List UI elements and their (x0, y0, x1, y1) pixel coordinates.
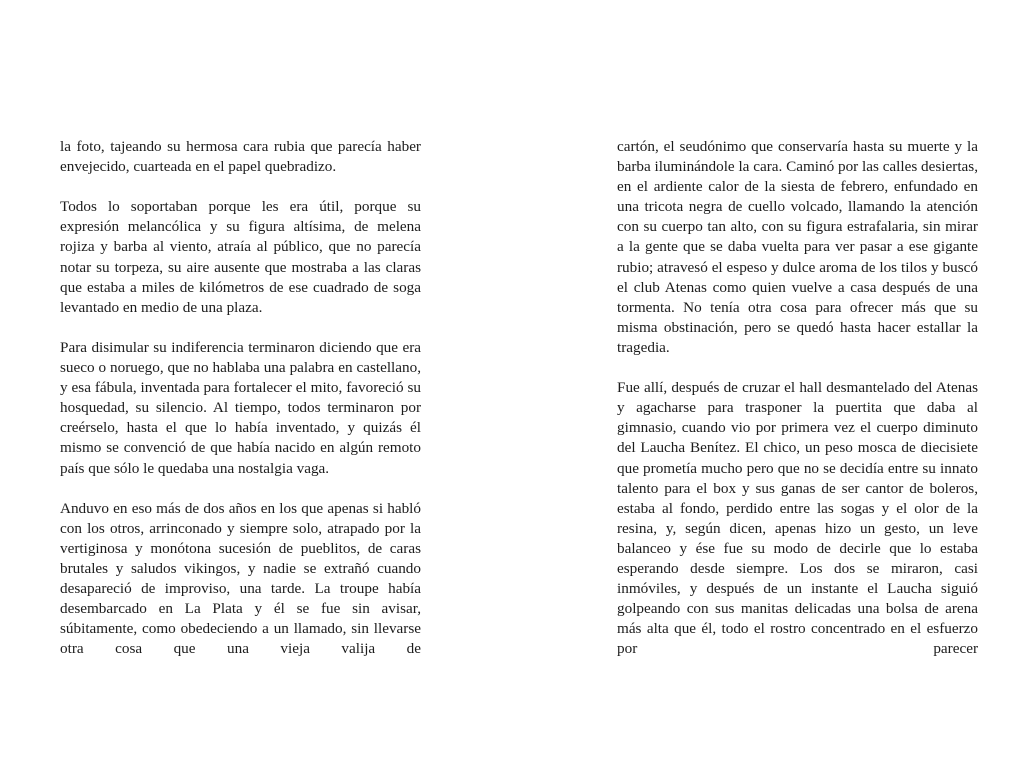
paragraph: Fue allí, después de cruzar el hall desmantelado del Atenas y agacharse para trasponer la puertita que daba al gimnasio, cuando vio por primera vez el cuerpo diminuto del Laucha Benítez. El chico, un peso mosca de diecisiete que prometía mucho pero que no se decidía entre su innato talento para el box y sus ganas de ser cantor de boleros, estaba al fondo, perdido entre las sogas y el olor de la resina, y, según dicen, apenas hizo un gesto, un leve balanceo y ése fue su modo de decirle que lo estaba esperando desde siempre. Los dos se miraron, casi inmóviles, y después de un instante el Laucha siguió golpeando con sus manitas delicadas una bolsa de arena más alta que él, todo el rostro concentrado en el esfuerzo por parecer (617, 379, 978, 658)
left-page (60, 137, 421, 659)
right-page (617, 137, 978, 659)
paragraph: Todos lo soportaban porque les era útil, porque su expresión melancólica y su figura altísima, de melena rojiza y barba al viento, atraía al público, que no parecía notar su torpeza, su aire ausente que mostraba a las claras que estaba a miles de kilómetros de ese cuadrado de soga levantado en medio de una plaza. (60, 198, 421, 316)
paragraph: Anduvo en eso más de dos años en los que apenas si habló con los otros, arrinconado y siempre solo, atrapado por la vertiginosa y monótona sucesión de pueblitos, de caras brutales y saludos vikingos, y nadie se extrañó cuando desapareció de improviso, una tarde. La troupe había desembarcado en La Plata y él se fue sin avisar, súbitamente, como obedeciendo a un llamado, sin llevarse otra cosa que una vieja valija de (60, 499, 421, 658)
paragraph: la foto, tajeando su hermosa cara rubia que parecía haber envejecido, cuarteada en el papel quebradizo. (60, 138, 421, 176)
paragraph: cartón, el seudónimo que conservaría hasta su muerte y la barba iluminándole la cara. Caminó por las calles desiertas, en el ardiente calor de la siesta de febrero, enfundado en una tricota negra de cuello volcado, llamando la atención con su cuerpo tan alto, con su figura estrafalaria, sin mirar a la gente que se daba vuelta para ver pasar a ese gigante rubio; atravesó el espeso y dulce aroma de los tilos y buscó el club Atenas como quien vuelve a casa después de una tormenta. No tenía otra cosa para ofrecer más que su misma obstinación, pero se quedó hasta hacer estallar la tragedia. (617, 138, 978, 356)
paragraph: Para disimular su indiferencia terminaron diciendo que era sueco o noruego, que no hablaba una palabra en castellano, y esa fábula, inventada para fortalecer el mito, favoreció su hosquedad, su silencio. Al tiempo, todos terminaron por creérselo, hasta el que lo había inventado, y quizás él mismo se convenció de que había nacido en algún remoto país que sólo le quedaba una nostalgia vaga. (60, 338, 421, 477)
